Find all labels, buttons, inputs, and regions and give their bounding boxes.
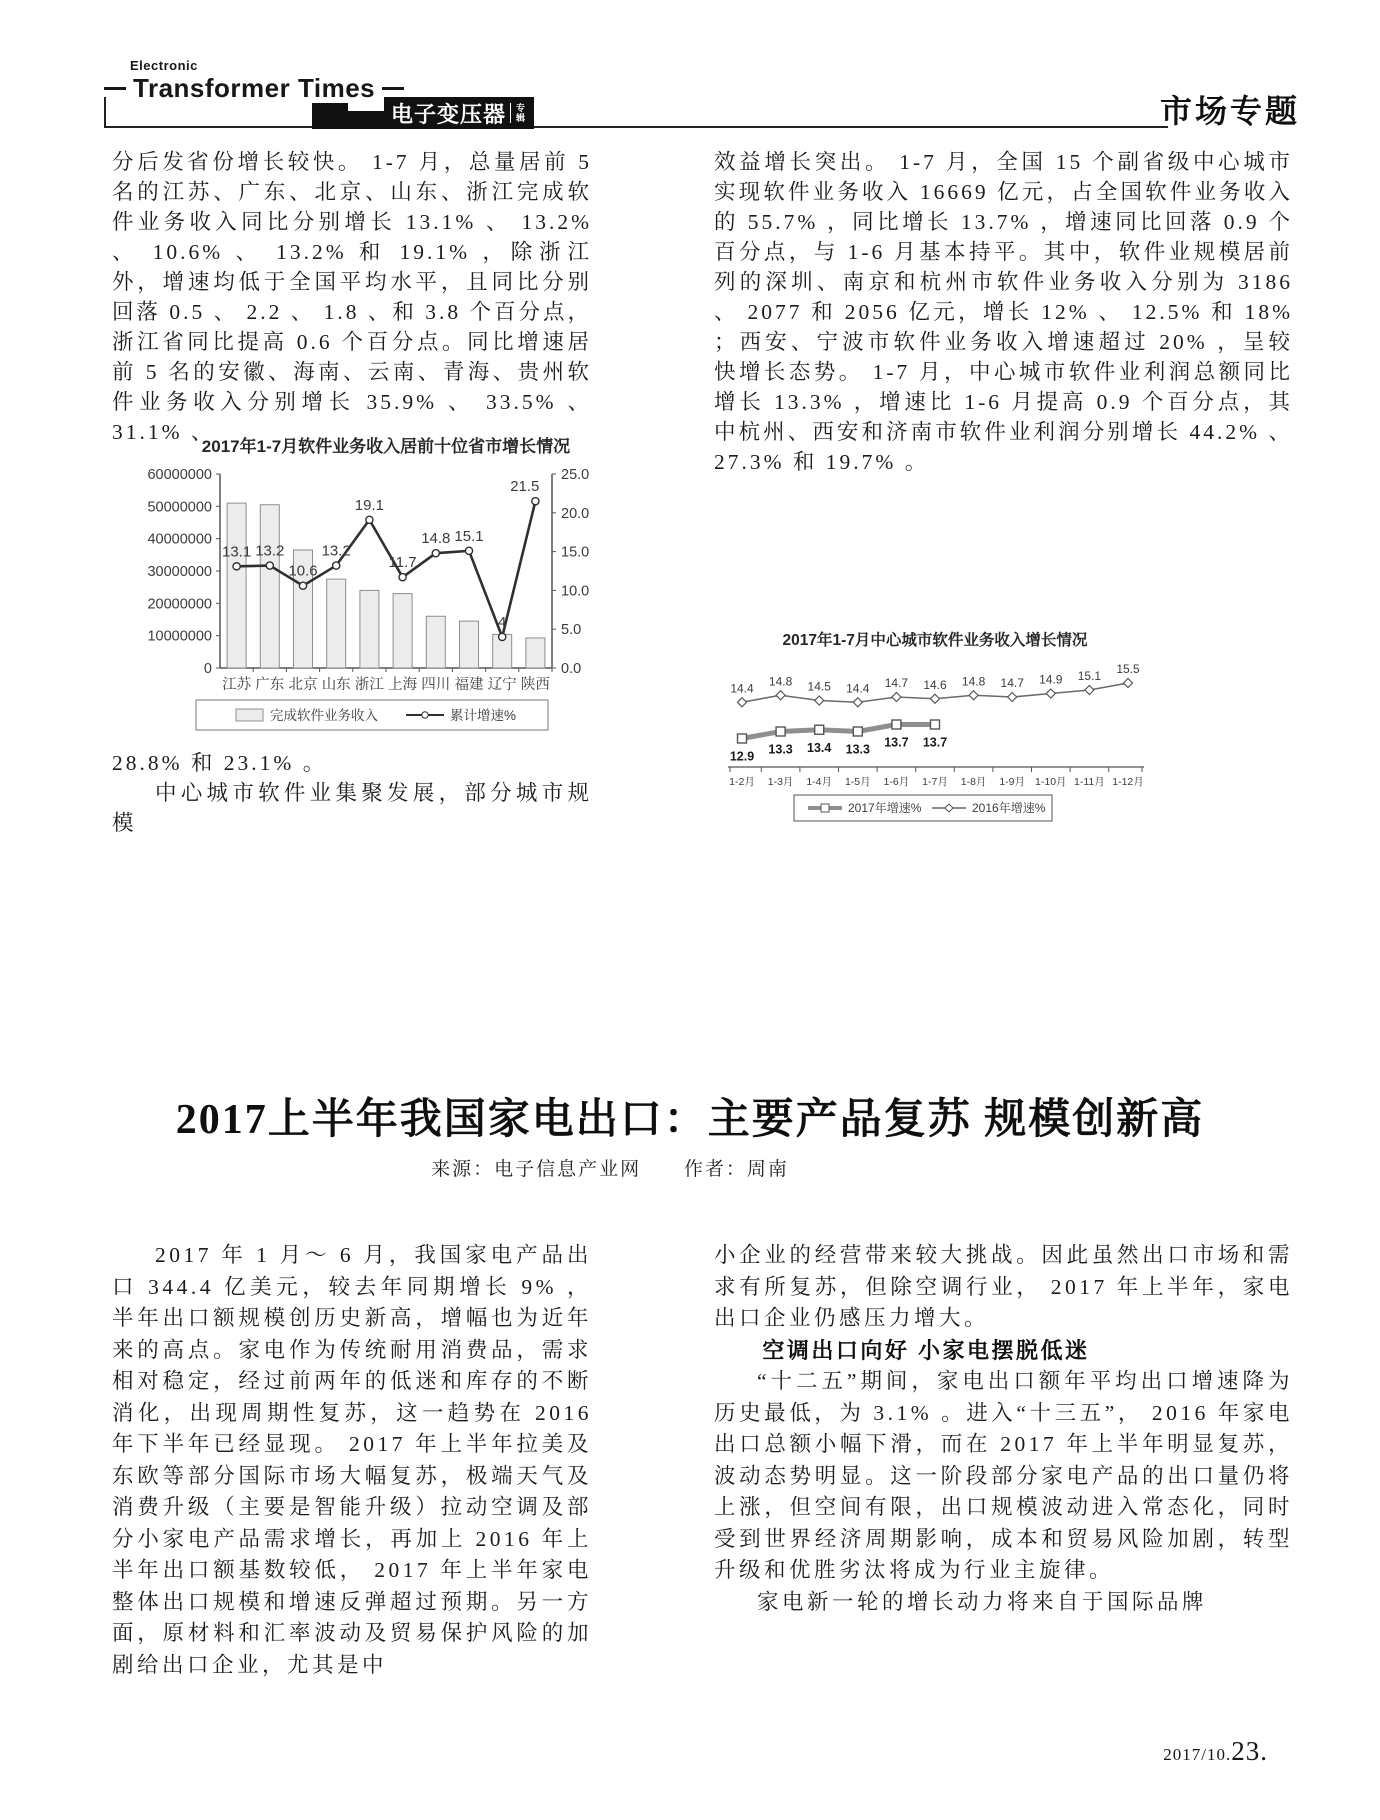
masthead-dash-right (382, 87, 404, 90)
masthead-small-text: Electronic (130, 58, 198, 73)
header-vertical-line (104, 97, 106, 128)
svg-text:1-3月: 1-3月 (767, 776, 794, 788)
badge-title: 电子变压器 (391, 101, 507, 127)
svg-text:广东: 广东 (255, 677, 285, 693)
appliance-article-left-column (112, 1240, 592, 1681)
svg-text:13.3: 13.3 (845, 742, 870, 757)
svg-text:14.8: 14.8 (421, 530, 451, 548)
svg-text:15.1: 15.1 (1077, 669, 1102, 683)
svg-text:4: 4 (498, 613, 507, 631)
svg-text:陕西: 陕西 (520, 677, 550, 693)
svg-text:2017年1-7月中心城市软件业务收入增长情况: 2017年1-7月中心城市软件业务收入增长情况 (782, 632, 1088, 649)
badge-subtitle: 专辑 (510, 103, 527, 123)
svg-text:10000000: 10000000 (147, 628, 212, 645)
svg-text:14.4: 14.4 (730, 681, 754, 696)
svg-text:完成软件业务收入: 完成软件业务收入 (270, 708, 378, 723)
svg-text:60000000: 60000000 (147, 467, 212, 483)
svg-text:1-9月: 1-9月 (999, 776, 1026, 788)
masthead-title: Transformer Times (133, 73, 376, 103)
paragraph: 小企业的经营带来较大挑战。因此虽然出口市场和需求有所复苏，但除空调行业， 2017 年上半年，家电出口企业仍感压力增大。 (714, 1243, 1293, 1330)
masthead-logo (104, 58, 404, 104)
svg-text:北京: 北京 (288, 677, 318, 693)
source-label: 来源：电子信息产业网 (431, 1159, 642, 1180)
svg-text:江苏: 江苏 (222, 677, 252, 693)
author-label: 作者：周南 (683, 1159, 789, 1180)
issue-label: 2017/10. (1163, 1745, 1232, 1764)
line-chart (692, 615, 1162, 837)
svg-text:13.4: 13.4 (807, 740, 832, 755)
subheading: 空调出口向好 小家电摆脱低迷 (762, 1337, 1090, 1363)
svg-text:2016年增速%: 2016年增速% (972, 801, 1046, 815)
svg-text:20.0: 20.0 (561, 505, 590, 522)
masthead-dash-left (104, 87, 126, 90)
svg-text:2017年1-7月软件业务收入居前十位省市增长情况: 2017年1-7月软件业务收入居前十位省市增长情况 (201, 437, 571, 456)
svg-text:40000000: 40000000 (147, 531, 212, 548)
svg-text:1-2月: 1-2月 (729, 776, 755, 788)
paragraph: 家电新一轮的增长动力将来自于国际品牌 (757, 1589, 1208, 1614)
svg-text:50000000: 50000000 (147, 499, 212, 516)
svg-text:1-7月: 1-7月 (922, 776, 948, 788)
svg-text:13.2: 13.2 (255, 542, 285, 560)
svg-text:20000000: 20000000 (147, 596, 212, 613)
svg-text:福建: 福建 (454, 677, 484, 693)
svg-text:1-5月: 1-5月 (844, 776, 871, 788)
chart-province-software-revenue (124, 430, 644, 742)
svg-text:上海: 上海 (388, 677, 418, 693)
bar-line-chart (124, 430, 644, 742)
svg-text:15.0: 15.0 (561, 544, 590, 561)
svg-text:13.1: 13.1 (221, 543, 252, 561)
paragraph: 效益增长突出。 1-7 月，全国 15 个副省级中心城市实现软件业务收入 16669 亿元，占全国软件业务收入的 55.7% ，同比增长 13.7% ，增速同比回落 0.9 个百分点，与 1-6 月基本持平。其中，软件业规模居前列的深圳、南京和杭州市软件业务收入分别为 3186 、 2077 和 2056 亿元，增长 12% 、 12.5% 和 18% ；西安、宁波市软件业务收入增速超过 20% ，呈较快增长态势。 1-7 月，中心城市软件业利润总额同比增长 13.3% ，增速比 1-6 月提高 0.9 个百分点，其中杭州、西安和济南市软件业利润分别增长 44.2% 、 27.3% 和 19.7% 。 (714, 150, 1293, 474)
svg-text:2017年增速%: 2017年增速% (848, 801, 922, 815)
svg-text:12.9: 12.9 (729, 749, 755, 764)
svg-text:1-10月: 1-10月 (1035, 776, 1067, 788)
svg-text:14.8: 14.8 (768, 674, 793, 689)
svg-text:浙江: 浙江 (354, 677, 384, 693)
svg-text:1-8月: 1-8月 (960, 776, 987, 788)
article-title: 2017上半年我国家电出口：主要产品复苏 规模创新高 (175, 1097, 1205, 1143)
svg-text:15.1: 15.1 (454, 527, 484, 545)
software-article-left-column (112, 147, 592, 447)
svg-text:辽宁: 辽宁 (487, 677, 517, 693)
software-article-right-column (714, 147, 1293, 477)
page-number: 23 (1231, 1736, 1261, 1766)
paragraph: 2017 年 1 月～ 6 月，我国家电产品出口 344.4 亿美元，较去年同期增长 9% ，半年出口额规模创历史新高，增幅也为近年来的高点。家电作为传统耐用消费品，需求相对稳定，经过前两年的低迷和库存的不断消化，出现周期性复苏，这一趋势在 2016 年下半年已经显现。 2017 年上半年拉美及东欧等部分国际市场大幅复苏，极端天气及消费升级（主要是智能升级）拉动空调及部分小家电产品需求增长，再加上 2016 年上半年出口额基数较低， 2017 年上半年家电整体出口规模和增速反弹超过预期。另一方面，原材料和汇率波动及贸易保护风险的加剧给出口企业，尤其是中 (112, 1243, 592, 1677)
svg-text:14.7: 14.7 (884, 676, 909, 690)
section-label: 市场专题 (1160, 93, 1301, 129)
svg-text:19.1: 19.1 (354, 496, 385, 514)
footer-dot: . (1260, 1736, 1268, 1766)
svg-text:13.2: 13.2 (321, 542, 351, 560)
paragraph: 中心城市软件业集聚发展，部分城市规模 (112, 781, 592, 835)
svg-text:0.0: 0.0 (561, 661, 582, 677)
header-step-shape (312, 111, 386, 129)
svg-text:30000000: 30000000 (147, 564, 212, 580)
masthead-main-text (104, 73, 404, 104)
chart-central-city-software-growth (692, 615, 1162, 837)
svg-text:山东: 山东 (321, 677, 351, 693)
svg-text:5.0: 5.0 (561, 622, 582, 639)
svg-text:14.4: 14.4 (846, 681, 870, 696)
svg-text:14.7: 14.7 (1000, 676, 1024, 690)
svg-text:25.0: 25.0 (561, 467, 590, 483)
magazine-badge (384, 97, 534, 129)
svg-text:1-11月: 1-11月 (1074, 776, 1105, 788)
svg-text:1-12月: 1-12月 (1112, 776, 1144, 788)
svg-text:0: 0 (203, 661, 212, 677)
svg-text:累计增速%: 累计增速% (450, 708, 517, 723)
svg-text:21.5: 21.5 (510, 478, 540, 496)
svg-text:10.6: 10.6 (288, 562, 318, 580)
svg-text:14.8: 14.8 (961, 674, 986, 689)
header-rule (104, 126, 1168, 128)
svg-text:14.5: 14.5 (807, 679, 831, 694)
svg-text:14.6: 14.6 (923, 677, 947, 692)
svg-text:11.7: 11.7 (388, 554, 417, 572)
paragraph: “十二五”期间，家电出口额年平均出口增速降为历史最低，为 3.1% 。进入“十三五”， 2016 年家电出口总额小幅下滑，而在 2017 年上半年明显复苏，波动态势明显。这一阶段部分家电产品的出口量仍将上涨，但空间有限，出口规模波动进入常态化，同时受到世界经济周期影响，成本和贸易风险加剧，转型升级和优胜劣汰将成为行业主旋律。 (714, 1369, 1293, 1582)
paragraph: 分后发省份增长较快。 1-7 月，总量居前 5 名的江苏、广东、北京、山东、浙江完成软件业务收入同比分别增长 13.1% 、 13.2% 、 10.6% 、 13.2% 和 19.1% ，除浙江外，增速均低于全国平均水平，且同比分别回落 0.5 、 2.2 、 1.8 、和 3.8 个百分点，浙江省同比提高 0.6 个百分点。同比增速居前 5 名的安徽、海南、云南、青海、贵州软件业务收入分别增长 35.9% 、 33.5% 、 31.1% 、 (112, 150, 593, 444)
byline (80, 1154, 1140, 1181)
svg-text:15.5: 15.5 (1116, 662, 1140, 676)
svg-text:1-6月: 1-6月 (883, 776, 910, 788)
svg-text:10.0: 10.0 (561, 583, 590, 600)
page-footer (1163, 1736, 1268, 1767)
svg-text:四川: 四川 (421, 677, 451, 693)
svg-text:1-4月: 1-4月 (806, 776, 833, 788)
paragraph: 28.8% 和 23.1% 。 (112, 751, 328, 775)
svg-text:13.7: 13.7 (884, 735, 909, 750)
svg-text:13.7: 13.7 (922, 735, 948, 750)
svg-text:13.3: 13.3 (768, 742, 793, 757)
appliance-article-right-column (714, 1240, 1293, 1618)
software-article-left-column-continued (112, 748, 592, 838)
svg-text:14.9: 14.9 (1039, 672, 1063, 687)
